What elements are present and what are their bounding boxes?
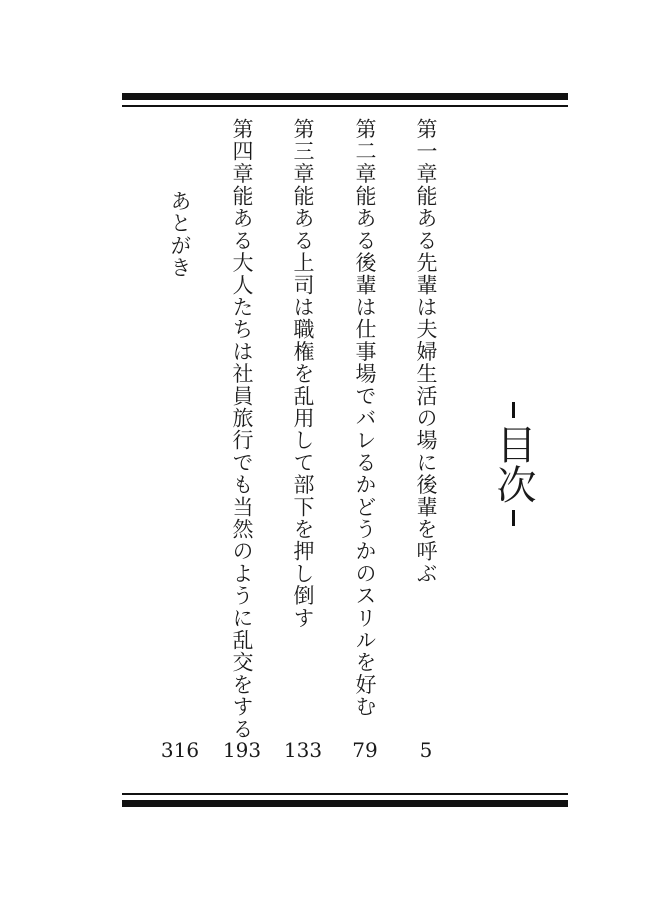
chapter-2-page: 79	[352, 738, 378, 762]
heading-dash-bottom	[512, 510, 515, 526]
top-rule-thick-line	[122, 93, 568, 100]
toc-title: 目次	[490, 424, 536, 504]
afterword-title: あとがき	[168, 190, 192, 279]
top-rule-thin-line	[122, 105, 568, 107]
chapter-2-title: 能ある後輩は仕事場でバレるかどうかのスリルを好む	[353, 185, 377, 718]
bottom-rule-thick-line	[122, 800, 568, 807]
top-double-rule	[122, 93, 568, 107]
bottom-double-rule	[122, 793, 568, 807]
chapter-3-label: 第三章	[291, 118, 315, 185]
chapter-3-title: 能ある上司は職権を乱用して部下を押し倒す	[291, 185, 315, 629]
chapter-2-label: 第二章	[353, 118, 377, 185]
chapter-4-label: 第四章	[230, 118, 254, 185]
chapter-4-title: 能ある大人たちは社員旅行でも当然のように乱交をする	[230, 185, 254, 740]
afterword-page: 316	[160, 738, 200, 762]
chapter-1-title: 能ある先輩は夫婦生活の場に後輩を呼ぶ	[414, 185, 438, 585]
chapter-1-label: 第一章	[414, 118, 438, 185]
heading-dash-top	[512, 402, 515, 418]
chapter-4-page: 193	[222, 738, 262, 762]
bottom-rule-thin-line	[122, 793, 568, 795]
toc-heading	[488, 402, 538, 526]
chapter-1-page: 5	[419, 738, 433, 762]
chapter-3-page: 133	[283, 738, 323, 762]
